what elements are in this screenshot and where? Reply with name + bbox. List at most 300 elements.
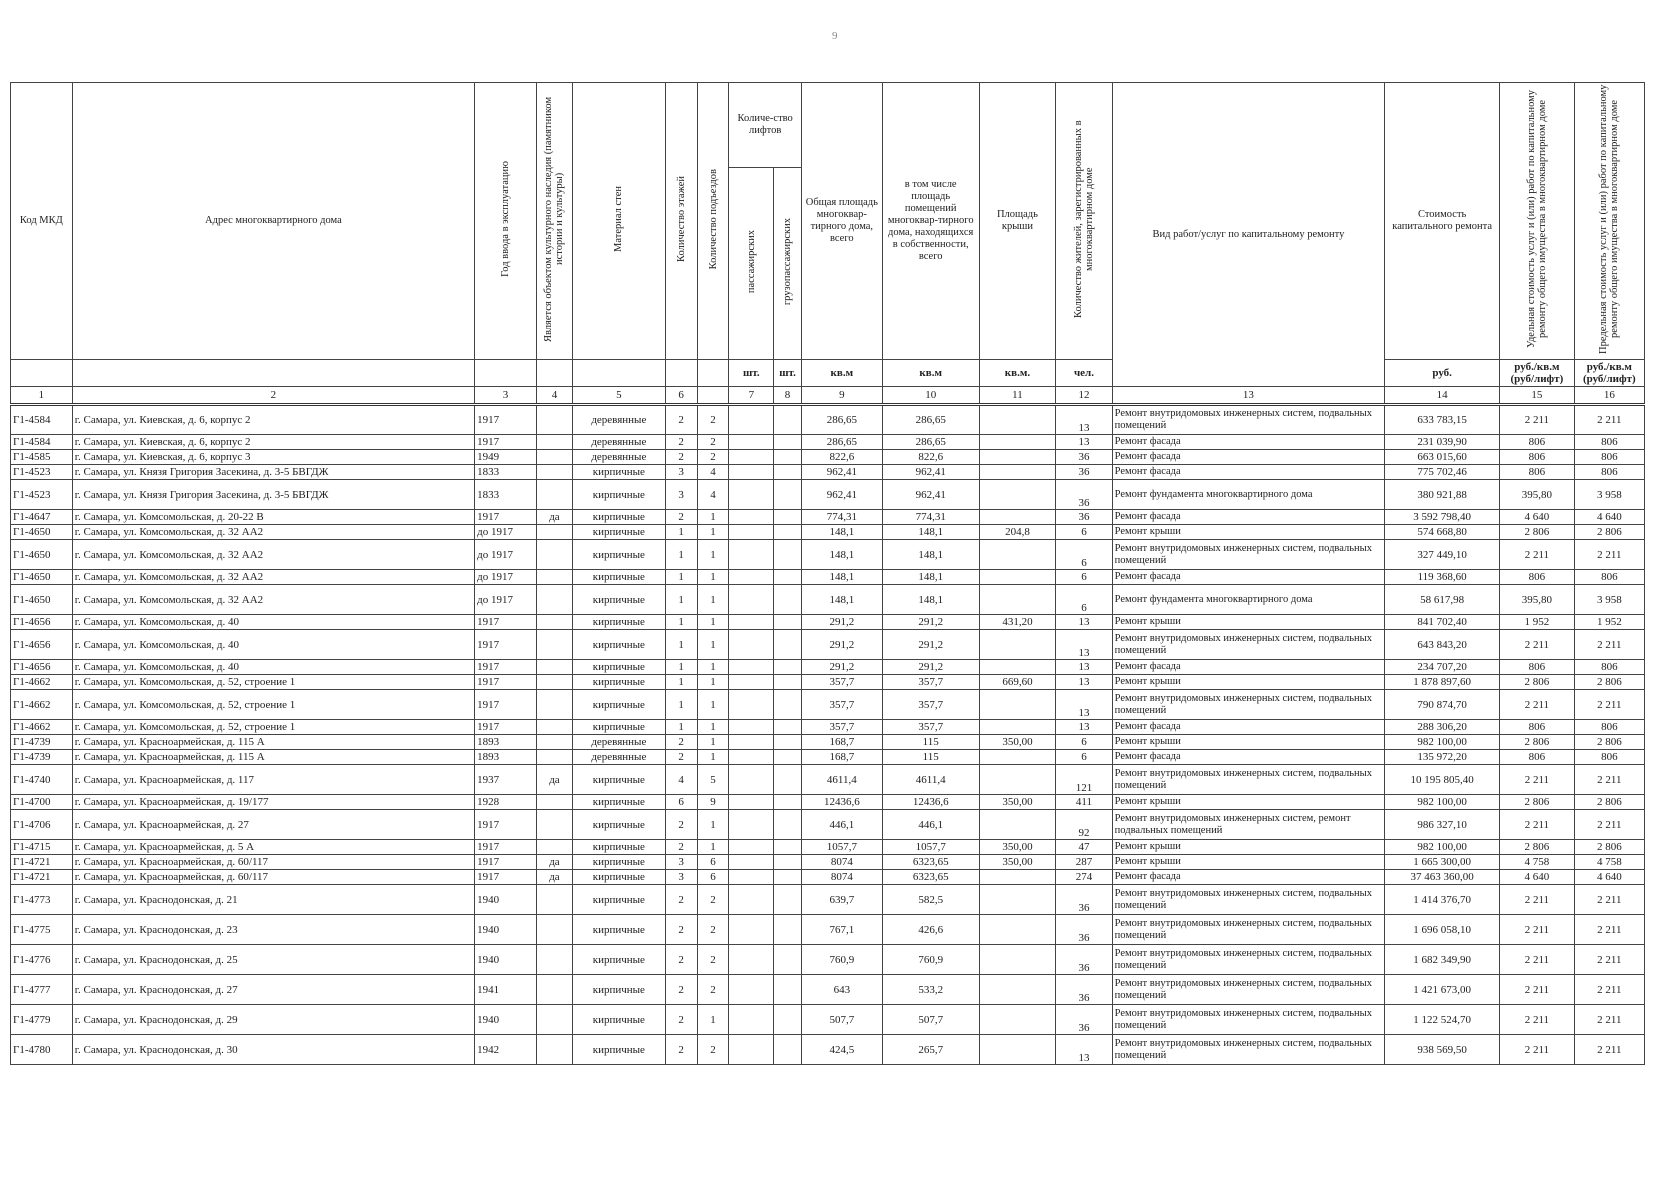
cell-entrances: 1 — [697, 660, 729, 675]
column-number: 13 — [1112, 387, 1385, 405]
cell-work: Ремонт крыши — [1112, 735, 1385, 750]
table-row — [11, 870, 1645, 885]
cell-year: 1940 — [475, 885, 537, 915]
cell-residents: 13 — [1056, 675, 1112, 690]
cell-lifts-cargo — [774, 720, 802, 735]
cell-lifts-pass — [729, 615, 774, 630]
cell-lifts-cargo — [774, 840, 802, 855]
cell-floors: 1 — [665, 525, 697, 540]
cell-heritage — [536, 615, 572, 630]
cell-address: г. Самара, ул. Краснодонская, д. 27 — [72, 975, 474, 1005]
cell-address: г. Самара, ул. Краснодонская, д. 30 — [72, 1035, 474, 1065]
header-residents: Количество жителей, зарегистрированных в многоквартирном доме — [1072, 120, 1095, 318]
column-number: 7 — [729, 387, 774, 405]
cell-code: Г1-4721 — [11, 870, 73, 885]
cell-code: Г1-4650 — [11, 570, 73, 585]
cell-cost: 1 665 300,00 — [1385, 855, 1500, 870]
cell-area-owned: 148,1 — [882, 570, 979, 585]
cell-area-owned: 760,9 — [882, 945, 979, 975]
cell-wall: кирпичные — [573, 585, 666, 615]
cell-year: 1940 — [475, 915, 537, 945]
cell-work: Ремонт фасада — [1112, 720, 1385, 735]
cell-area-total: 357,7 — [801, 690, 882, 720]
cell-year: 1833 — [475, 480, 537, 510]
cell-address: г. Самара, ул. Краснодонская, д. 29 — [72, 1005, 474, 1035]
cell-work: Ремонт внутридомовых инженерных систем, подвальных помещений — [1112, 630, 1385, 660]
table-body — [11, 405, 1645, 1065]
cell-area-owned: 582,5 — [882, 885, 979, 915]
cell-lifts-cargo — [774, 630, 802, 660]
cell-address: г. Самара, ул. Комсомольская, д. 20-22 В — [72, 510, 474, 525]
cell-residents: 47 — [1056, 840, 1112, 855]
cell-code: Г1-4650 — [11, 525, 73, 540]
cell-year: 1917 — [475, 615, 537, 630]
cell-roof: 350,00 — [979, 855, 1056, 870]
cell-wall: деревянные — [573, 405, 666, 435]
cell-unit-cost: 806 — [1500, 450, 1575, 465]
cell-residents: 13 — [1056, 615, 1112, 630]
cell-limit-cost: 2 806 — [1574, 840, 1644, 855]
cell-wall: деревянные — [573, 450, 666, 465]
unit-residents: чел. — [1056, 360, 1112, 387]
cell-limit-cost: 2 211 — [1574, 540, 1644, 570]
cell-cost: 982 100,00 — [1385, 840, 1500, 855]
cell-cost: 938 569,50 — [1385, 1035, 1500, 1065]
cell-wall: кирпичные — [573, 885, 666, 915]
cell-cost: 1 878 897,60 — [1385, 675, 1500, 690]
header-code: Код МКД — [11, 83, 73, 360]
unit-unit-cost: руб./кв.м (руб/лифт) — [1500, 360, 1575, 387]
cell-area-total: 4611,4 — [801, 765, 882, 795]
cell-cost: 10 195 805,40 — [1385, 765, 1500, 795]
cell-wall: кирпичные — [573, 720, 666, 735]
cell-lifts-pass — [729, 690, 774, 720]
cell-code: Г1-4776 — [11, 945, 73, 975]
cell-floors: 2 — [665, 945, 697, 975]
cell-entrances: 1 — [697, 1005, 729, 1035]
cell-work: Ремонт внутридомовых инженерных систем, подвальных помещений — [1112, 1005, 1385, 1035]
cell-roof — [979, 450, 1056, 465]
cell-floors: 2 — [665, 750, 697, 765]
column-number — [697, 387, 729, 405]
cell-year: до 1917 — [475, 585, 537, 615]
cell-lifts-pass — [729, 465, 774, 480]
cell-floors: 2 — [665, 735, 697, 750]
cell-unit-cost: 2 211 — [1500, 690, 1575, 720]
unit-limit-cost: руб./кв.м (руб/лифт) — [1574, 360, 1644, 387]
cell-address: г. Самара, ул. Красноармейская, д. 115 А — [72, 750, 474, 765]
table-row — [11, 975, 1645, 1005]
cell-unit-cost: 2 211 — [1500, 945, 1575, 975]
cell-heritage — [536, 795, 572, 810]
cell-unit-cost: 2 806 — [1500, 840, 1575, 855]
cell-lifts-cargo — [774, 525, 802, 540]
cell-heritage — [536, 735, 572, 750]
cell-lifts-cargo — [774, 540, 802, 570]
cell-cost: 3 592 798,40 — [1385, 510, 1500, 525]
cell-cost: 327 449,10 — [1385, 540, 1500, 570]
cell-unit-cost: 2 806 — [1500, 525, 1575, 540]
unit-cost: руб. — [1385, 360, 1500, 387]
cell-area-total: 962,41 — [801, 465, 882, 480]
cell-wall: деревянные — [573, 735, 666, 750]
table-row — [11, 810, 1645, 840]
cell-entrances: 1 — [697, 675, 729, 690]
cell-year: 1940 — [475, 1005, 537, 1035]
cell-entrances: 1 — [697, 630, 729, 660]
cell-entrances: 2 — [697, 885, 729, 915]
cell-area-owned: 357,7 — [882, 690, 979, 720]
header-floors: Количество этажей — [675, 176, 687, 262]
header-lifts: Количе-ство лифтов — [729, 83, 801, 168]
table-row — [11, 510, 1645, 525]
cell-code: Г1-4656 — [11, 660, 73, 675]
cell-area-total: 291,2 — [801, 615, 882, 630]
cell-address: г. Самара, ул. Красноармейская, д. 60/117 — [72, 855, 474, 870]
cell-code: Г1-4584 — [11, 405, 73, 435]
cell-wall: кирпичные — [573, 615, 666, 630]
cell-area-total: 424,5 — [801, 1035, 882, 1065]
table-row — [11, 690, 1645, 720]
cell-unit-cost: 2 211 — [1500, 405, 1575, 435]
cell-year: 1949 — [475, 450, 537, 465]
cell-area-owned: 12436,6 — [882, 795, 979, 810]
cell-lifts-pass — [729, 435, 774, 450]
cell-roof: 350,00 — [979, 795, 1056, 810]
cell-floors: 1 — [665, 540, 697, 570]
cell-limit-cost: 2 211 — [1574, 915, 1644, 945]
cell-wall: кирпичные — [573, 480, 666, 510]
cell-entrances: 1 — [697, 615, 729, 630]
cell-work: Ремонт внутридомовых инженерных систем, подвальных помещений — [1112, 915, 1385, 945]
cell-wall: кирпичные — [573, 975, 666, 1005]
cell-year: 1917 — [475, 405, 537, 435]
cell-heritage — [536, 975, 572, 1005]
cell-cost: 574 668,80 — [1385, 525, 1500, 540]
cell-lifts-pass — [729, 945, 774, 975]
cell-roof — [979, 765, 1056, 795]
cell-cost: 1 122 524,70 — [1385, 1005, 1500, 1035]
cell-entrances: 4 — [697, 465, 729, 480]
cell-residents: 411 — [1056, 795, 1112, 810]
cell-wall: кирпичные — [573, 690, 666, 720]
cell-code: Г1-4523 — [11, 480, 73, 510]
cell-floors: 1 — [665, 585, 697, 615]
cell-lifts-pass — [729, 570, 774, 585]
cell-limit-cost: 2 211 — [1574, 1005, 1644, 1035]
cell-roof — [979, 405, 1056, 435]
cell-unit-cost: 2 211 — [1500, 1035, 1575, 1065]
cell-limit-cost: 1 952 — [1574, 615, 1644, 630]
cell-heritage — [536, 720, 572, 735]
cell-area-total: 286,65 — [801, 405, 882, 435]
cell-cost: 119 368,60 — [1385, 570, 1500, 585]
header-area-total: Общая площадь многоквар-тирного дома, всего — [801, 83, 882, 360]
cell-lifts-pass — [729, 660, 774, 675]
cell-entrances: 2 — [697, 945, 729, 975]
cell-area-owned: 286,65 — [882, 435, 979, 450]
cell-year: 1940 — [475, 945, 537, 975]
cell-roof — [979, 585, 1056, 615]
cell-lifts-cargo — [774, 585, 802, 615]
cell-roof — [979, 480, 1056, 510]
unit-lifts-cargo: шт. — [774, 360, 802, 387]
cell-limit-cost: 806 — [1574, 450, 1644, 465]
cell-code: Г1-4780 — [11, 1035, 73, 1065]
cell-residents: 6 — [1056, 735, 1112, 750]
cell-year: 1917 — [475, 855, 537, 870]
cell-floors: 2 — [665, 975, 697, 1005]
capital-repair-table — [10, 82, 1645, 1065]
cell-unit-cost: 2 211 — [1500, 915, 1575, 945]
cell-work: Ремонт фундамента многоквартирного дома — [1112, 480, 1385, 510]
cell-unit-cost: 2 211 — [1500, 810, 1575, 840]
cell-unit-cost: 2 211 — [1500, 975, 1575, 1005]
cell-area-total: 148,1 — [801, 525, 882, 540]
cell-work: Ремонт фасада — [1112, 435, 1385, 450]
cell-unit-cost: 2 211 — [1500, 765, 1575, 795]
cell-area-owned: 507,7 — [882, 1005, 979, 1035]
cell-heritage — [536, 465, 572, 480]
cell-code: Г1-4662 — [11, 690, 73, 720]
column-numbers-row — [11, 387, 1645, 405]
cell-lifts-cargo — [774, 435, 802, 450]
table-row — [11, 660, 1645, 675]
cell-year: до 1917 — [475, 540, 537, 570]
cell-area-total: 148,1 — [801, 585, 882, 615]
header-cost: Стоимость капитального ремонта — [1385, 83, 1500, 360]
cell-heritage: да — [536, 870, 572, 885]
cell-code: Г1-4779 — [11, 1005, 73, 1035]
cell-area-owned: 265,7 — [882, 1035, 979, 1065]
cell-code: Г1-4706 — [11, 810, 73, 840]
cell-address: г. Самара, ул. Комсомольская, д. 40 — [72, 660, 474, 675]
cell-lifts-pass — [729, 675, 774, 690]
cell-work: Ремонт крыши — [1112, 795, 1385, 810]
cell-lifts-pass — [729, 855, 774, 870]
cell-floors: 2 — [665, 405, 697, 435]
cell-residents: 36 — [1056, 915, 1112, 945]
cell-limit-cost: 2 806 — [1574, 525, 1644, 540]
cell-entrances: 1 — [697, 540, 729, 570]
cell-residents: 13 — [1056, 630, 1112, 660]
cell-lifts-cargo — [774, 750, 802, 765]
cell-year: 1917 — [475, 510, 537, 525]
cell-heritage — [536, 675, 572, 690]
cell-area-total: 148,1 — [801, 540, 882, 570]
cell-wall: кирпичные — [573, 570, 666, 585]
cell-work: Ремонт внутридомовых инженерных систем, подвальных помещений — [1112, 765, 1385, 795]
cell-residents: 36 — [1056, 1005, 1112, 1035]
cell-work: Ремонт внутридомовых инженерных систем, подвальных помещений — [1112, 885, 1385, 915]
cell-area-total: 291,2 — [801, 660, 882, 675]
cell-entrances: 1 — [697, 510, 729, 525]
cell-address: г. Самара, ул. Комсомольская, д. 32 АА2 — [72, 525, 474, 540]
cell-year: 1917 — [475, 630, 537, 660]
cell-lifts-pass — [729, 735, 774, 750]
cell-unit-cost: 4 758 — [1500, 855, 1575, 870]
cell-area-owned: 426,6 — [882, 915, 979, 945]
cell-lifts-cargo — [774, 885, 802, 915]
cell-floors: 2 — [665, 810, 697, 840]
cell-lifts-cargo — [774, 915, 802, 945]
cell-cost: 380 921,88 — [1385, 480, 1500, 510]
cell-wall: кирпичные — [573, 870, 666, 885]
unit-roof: кв.м. — [979, 360, 1056, 387]
cell-heritage — [536, 585, 572, 615]
cell-lifts-cargo — [774, 465, 802, 480]
cell-year: до 1917 — [475, 570, 537, 585]
cell-cost: 1 421 673,00 — [1385, 975, 1500, 1005]
cell-area-owned: 4611,4 — [882, 765, 979, 795]
cell-heritage — [536, 915, 572, 945]
cell-entrances: 1 — [697, 840, 729, 855]
header-unit-cost: Удельная стоимость услуг и (или) работ по капитальному ремонту общего имущества в многоквартирном доме — [1525, 89, 1548, 349]
cell-work: Ремонт внутридомовых инженерных систем, подвальных помещений — [1112, 975, 1385, 1005]
cell-lifts-cargo — [774, 405, 802, 435]
cell-lifts-cargo — [774, 615, 802, 630]
cell-address: г. Самара, ул. Красноармейская, д. 19/177 — [72, 795, 474, 810]
cell-roof — [979, 810, 1056, 840]
cell-roof — [979, 870, 1056, 885]
header-limit-cost: Предельная стоимость услуг и (или) работ по капитальному ремонту общего имущества в многоквартирном доме — [1598, 84, 1621, 354]
cell-lifts-pass — [729, 750, 774, 765]
cell-work: Ремонт фасада — [1112, 450, 1385, 465]
cell-code: Г1-4715 — [11, 840, 73, 855]
cell-floors: 2 — [665, 435, 697, 450]
cell-entrances: 2 — [697, 435, 729, 450]
cell-address: г. Самара, ул. Князя Григория Засекина, д. 3-5 БВГДЖ — [72, 480, 474, 510]
cell-work: Ремонт крыши — [1112, 675, 1385, 690]
cell-limit-cost: 2 211 — [1574, 405, 1644, 435]
cell-limit-cost: 2 806 — [1574, 795, 1644, 810]
column-number: 6 — [665, 387, 697, 405]
cell-floors: 2 — [665, 510, 697, 525]
cell-entrances: 6 — [697, 855, 729, 870]
cell-work: Ремонт внутридомовых инженерных систем, ремонт подвальных помещений — [1112, 810, 1385, 840]
cell-wall: кирпичные — [573, 810, 666, 840]
cell-floors: 3 — [665, 870, 697, 885]
cell-roof — [979, 1005, 1056, 1035]
cell-code: Г1-4584 — [11, 435, 73, 450]
cell-lifts-pass — [729, 585, 774, 615]
table-row — [11, 915, 1645, 945]
cell-area-total: 767,1 — [801, 915, 882, 945]
cell-year: 1917 — [475, 840, 537, 855]
cell-residents: 13 — [1056, 1035, 1112, 1065]
unit-area-total: кв.м — [801, 360, 882, 387]
table-row — [11, 480, 1645, 510]
cell-work: Ремонт фасада — [1112, 465, 1385, 480]
header-address: Адрес многоквартирного дома — [72, 83, 474, 360]
cell-heritage — [536, 540, 572, 570]
cell-heritage — [536, 750, 572, 765]
table-row — [11, 540, 1645, 570]
cell-address: г. Самара, ул. Красноармейская, д. 27 — [72, 810, 474, 840]
cell-floors: 6 — [665, 795, 697, 810]
cell-entrances: 2 — [697, 450, 729, 465]
cell-unit-cost: 2 211 — [1500, 885, 1575, 915]
cell-residents: 13 — [1056, 720, 1112, 735]
cell-cost: 986 327,10 — [1385, 810, 1500, 840]
unit-lifts-pass: шт. — [729, 360, 774, 387]
cell-address: г. Самара, ул. Краснодонская, д. 23 — [72, 915, 474, 945]
cell-year: 1917 — [475, 435, 537, 450]
cell-residents: 36 — [1056, 510, 1112, 525]
column-number: 3 — [475, 387, 537, 405]
cell-address: г. Самара, ул. Комсомольская, д. 40 — [72, 630, 474, 660]
cell-heritage — [536, 1005, 572, 1035]
table-header — [11, 83, 1645, 405]
cell-entrances: 2 — [697, 405, 729, 435]
cell-area-total: 639,7 — [801, 885, 882, 915]
cell-limit-cost: 4 758 — [1574, 855, 1644, 870]
table-row — [11, 765, 1645, 795]
cell-unit-cost: 4 640 — [1500, 870, 1575, 885]
cell-roof: 669,60 — [979, 675, 1056, 690]
cell-limit-cost: 806 — [1574, 750, 1644, 765]
cell-area-owned: 357,7 — [882, 675, 979, 690]
cell-cost: 58 617,98 — [1385, 585, 1500, 615]
cell-entrances: 9 — [697, 795, 729, 810]
cell-wall: кирпичные — [573, 840, 666, 855]
cell-area-owned: 6323,65 — [882, 870, 979, 885]
cell-unit-cost: 2 806 — [1500, 675, 1575, 690]
cell-heritage — [536, 840, 572, 855]
cell-area-owned: 115 — [882, 735, 979, 750]
cell-address: г. Самара, ул. Киевская, д. 6, корпус 2 — [72, 435, 474, 450]
cell-roof: 350,00 — [979, 735, 1056, 750]
cell-lifts-cargo — [774, 480, 802, 510]
cell-cost: 790 874,70 — [1385, 690, 1500, 720]
cell-limit-cost: 4 640 — [1574, 510, 1644, 525]
cell-entrances: 2 — [697, 915, 729, 945]
cell-area-total: 8074 — [801, 855, 882, 870]
cell-floors: 1 — [665, 720, 697, 735]
cell-heritage — [536, 945, 572, 975]
cell-limit-cost: 2 211 — [1574, 765, 1644, 795]
cell-code: Г1-4775 — [11, 915, 73, 945]
cell-wall: кирпичные — [573, 525, 666, 540]
cell-residents: 13 — [1056, 690, 1112, 720]
cell-area-owned: 446,1 — [882, 810, 979, 840]
cell-floors: 1 — [665, 615, 697, 630]
cell-roof: 431,20 — [979, 615, 1056, 630]
cell-lifts-pass — [729, 915, 774, 945]
cell-area-total: 357,7 — [801, 675, 882, 690]
cell-year: 1917 — [475, 690, 537, 720]
cell-limit-cost: 2 211 — [1574, 630, 1644, 660]
cell-cost: 1 682 349,90 — [1385, 945, 1500, 975]
cell-address: г. Самара, ул. Краснодонская, д. 21 — [72, 885, 474, 915]
cell-year: 1893 — [475, 750, 537, 765]
cell-residents: 6 — [1056, 750, 1112, 765]
cell-limit-cost: 3 958 — [1574, 585, 1644, 615]
cell-entrances: 1 — [697, 735, 729, 750]
cell-work: Ремонт крыши — [1112, 525, 1385, 540]
cell-lifts-pass — [729, 765, 774, 795]
cell-floors: 1 — [665, 675, 697, 690]
cell-area-total: 286,65 — [801, 435, 882, 450]
cell-residents: 36 — [1056, 975, 1112, 1005]
cell-year: 1917 — [475, 675, 537, 690]
cell-entrances: 4 — [697, 480, 729, 510]
cell-area-total: 760,9 — [801, 945, 882, 975]
cell-lifts-pass — [729, 885, 774, 915]
cell-heritage — [536, 660, 572, 675]
header-lifts-cargo: грузопассажирских — [782, 217, 794, 306]
cell-wall: кирпичные — [573, 945, 666, 975]
